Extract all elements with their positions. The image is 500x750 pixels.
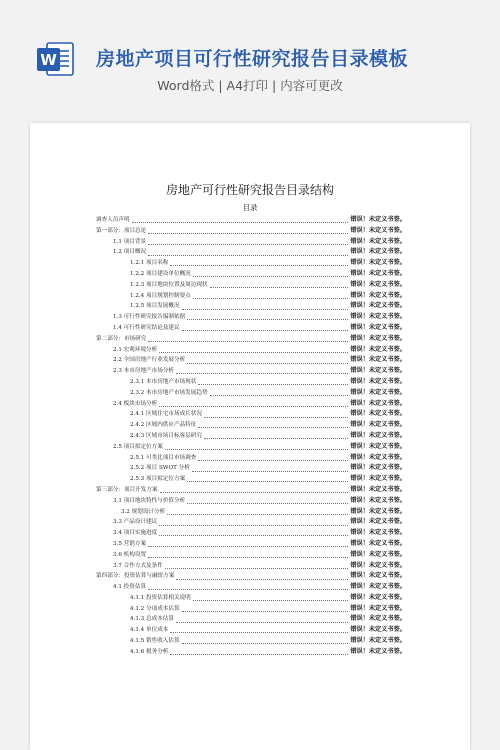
toc-entry[interactable]: [96, 539, 406, 550]
toc-entry-label: 3.3 产品设计建议: [113, 519, 158, 526]
toc-page-ref-error: 错误！未定义书签。: [350, 615, 406, 623]
toc-leader-dots: [170, 264, 348, 266]
toc-entry[interactable]: [96, 323, 406, 334]
toc-page-ref-error: 错误！未定义书签。: [350, 323, 406, 331]
toc-entry-label: 4.1.3 总成本估算: [130, 616, 174, 623]
toc-page-ref-error: 错误！未定义书签。: [350, 442, 406, 450]
toc-entry[interactable]: [96, 593, 406, 604]
toc-entry-label: 1.2.1 项目名称: [130, 260, 169, 267]
toc-entry-label: 1.2.2 项目建设单位概况: [130, 270, 191, 277]
toc-entry-label: 1.2.5 项目发展概况: [130, 303, 180, 310]
toc-page-ref-error: 错误！未定义书签。: [350, 237, 406, 245]
toc-page-ref-error: 错误！未定义书签。: [350, 561, 406, 569]
toc-entry[interactable]: [96, 442, 406, 453]
toc-page-ref-error: 错误！未定义书签。: [350, 529, 406, 537]
toc-leader-dots: [165, 448, 348, 450]
toc-page-ref-error: 错误！未定义书签。: [350, 367, 406, 375]
toc-leader-dots: [176, 578, 348, 580]
toc-leader-dots: [182, 308, 349, 310]
toc-entry[interactable]: [96, 604, 406, 615]
toc-entry[interactable]: [96, 258, 406, 269]
toc-page-ref-error: 错误！未定义书签。: [350, 647, 406, 655]
toc-leader-dots: [159, 524, 348, 526]
toc-leader-dots: [159, 534, 348, 536]
toc-leader-dots: [148, 340, 348, 342]
toc-leader-dots: [176, 372, 348, 374]
toc-page-ref-error: 错误！未定义书签。: [350, 334, 406, 342]
toc-entry-label: 3.5 营销方案: [113, 540, 147, 547]
toc-leader-dots: [148, 588, 348, 590]
toc-entry-label: 2.2 全国房地产行业发展分析: [113, 357, 186, 364]
toc-heading: 目录: [242, 203, 258, 212]
toc-page-ref-error: 错误！未定义书签。: [350, 226, 406, 234]
toc-entry-label: 4.1.2 分项成本估算: [130, 605, 180, 612]
toc-leader-dots: [187, 502, 348, 504]
toc-entry[interactable]: [96, 528, 406, 539]
toc-leader-dots: [198, 459, 348, 461]
toc-entry-label: 第一部分：项目总论: [96, 227, 147, 234]
toc-entry[interactable]: [96, 345, 406, 356]
toc-page-ref-error: 错误！未定义书签。: [350, 453, 406, 461]
toc-entry[interactable]: [96, 247, 406, 258]
toc-page-ref-error: 错误！未定义书签。: [350, 269, 406, 277]
toc-entry[interactable]: [96, 291, 406, 302]
toc-entry-label: 1.2.4 项目规划控制要点: [130, 292, 191, 299]
toc-page-ref-error: 错误！未定义书签。: [350, 216, 406, 223]
toc-leader-dots: [193, 599, 349, 601]
toc-page-ref-error: 错误！未定义书签。: [350, 345, 406, 353]
toc-entry[interactable]: [96, 582, 406, 593]
toc-page-ref-error: 错误！未定义书签。: [350, 464, 406, 472]
toc-leader-dots: [204, 437, 348, 439]
toc-entry-label: 3.4 项目实施进度: [113, 530, 158, 537]
toc-entry-label: 第三部分：项目开发方案: [96, 486, 158, 493]
toc-leader-dots: [159, 351, 348, 353]
toc-entry-label: 3.1 项目地块特性与价值分析: [113, 497, 186, 504]
toc-leader-dots: [198, 426, 348, 428]
toc-entry-label: 3.7 合作方式及条件: [113, 562, 163, 569]
toc-entry-label: 2.4.1 区域住宅市场成长状况: [130, 411, 202, 418]
toc-entry-label: 2.3 本市房地产市场分析: [113, 368, 175, 375]
toc-page-ref-error: 错误！未定义书签。: [350, 259, 406, 267]
toc-page-ref-error: 错误！未定义书签。: [350, 291, 406, 299]
toc-entry-label: 4.1.1 投资估算相关说明: [130, 594, 191, 601]
toc-page-ref-error: 错误！未定义书签。: [350, 248, 406, 256]
toc-entry[interactable]: [96, 269, 406, 280]
toc-page-ref-error: 错误！未定义书签。: [350, 377, 406, 385]
toc-entry[interactable]: [96, 431, 406, 442]
toc-entry[interactable]: [96, 550, 406, 561]
toc-page-ref-error: 错误！未定义书签。: [350, 626, 406, 634]
toc-entry-label: 4.1.5 销售收入估算: [130, 638, 180, 645]
toc-entry[interactable]: [96, 377, 406, 388]
toc-entry-label: 1.2 项目概况: [113, 249, 147, 256]
toc-entry[interactable]: [96, 507, 406, 518]
toc-entry[interactable]: [96, 453, 406, 464]
toc-entry[interactable]: [96, 463, 406, 474]
toc-leader-dots: [193, 297, 349, 299]
toc-leader-dots: [148, 232, 348, 234]
toc-page-ref-error: 错误！未定义书签。: [350, 518, 406, 526]
table-of-contents: [96, 215, 406, 735]
toc-entry-label: 2.3.1 本市房地产市场现状: [130, 378, 197, 385]
word-icon: [34, 38, 76, 80]
toc-entry-label: 1.4 可行性研究结论及建议: [113, 324, 180, 331]
toc-entry[interactable]: [96, 636, 406, 647]
toc-leader-dots: [187, 318, 348, 320]
toc-entry-label: 2.5 项目拟定位方案: [113, 443, 163, 450]
toc-leader-dots: [192, 470, 348, 472]
toc-entry[interactable]: [96, 517, 406, 528]
toc-entry-label: 2.1 宏观环境分析: [113, 346, 158, 353]
header-banner: [0, 0, 500, 115]
toc-entry[interactable]: [96, 571, 406, 582]
toc-leader-dots: [167, 513, 348, 515]
toc-entry-label: 调查人员声明: [96, 217, 130, 223]
toc-leader-dots: [204, 416, 348, 418]
toc-entry[interactable]: [96, 614, 406, 625]
toc-page-ref-error: 错误！未定义书签。: [350, 604, 406, 612]
toc-leader-dots: [210, 394, 349, 396]
toc-leader-dots: [170, 653, 348, 655]
toc-leader-dots: [148, 254, 348, 256]
toc-entry[interactable]: [96, 561, 406, 572]
toc-entry-label: 2.4.2 区域内供应产品特征: [130, 422, 197, 429]
toc-entry-label: 3.6 机构设置: [113, 551, 147, 558]
toc-entry-label: 第二部分：市场研究: [96, 335, 147, 342]
document-title: 房地产可行性研究报告目录结构: [165, 183, 334, 197]
toc-page-ref-error: 错误！未定义书签。: [350, 475, 406, 483]
toc-entry-label: 2.5.1 可类比项目市场调查: [130, 454, 197, 461]
toc-entry-label: 2.5.3 项目拟定位方案: [130, 476, 186, 483]
toc-entry[interactable]: [96, 334, 406, 345]
toc-leader-dots: [132, 221, 349, 223]
toc-leader-dots: [148, 243, 348, 245]
toc-entry-label: 2.3.2 本市房地产市场发展趋势: [130, 389, 208, 396]
toc-entry[interactable]: [96, 280, 406, 291]
toc-leader-dots: [170, 631, 348, 633]
toc-entry-label: 2.4.3 区域市场目标客层研究: [130, 432, 202, 439]
toc-leader-dots: [148, 556, 348, 558]
toc-entry[interactable]: [96, 215, 406, 226]
toc-entry[interactable]: [96, 301, 406, 312]
toc-entry[interactable]: [96, 388, 406, 399]
toc-leader-dots: [198, 383, 348, 385]
toc-entry-label: 1.1 项目背景: [113, 238, 147, 245]
toc-entry[interactable]: [96, 409, 406, 420]
page-subtitle: Word格式 | A4打印 | 内容可更改: [157, 78, 343, 93]
toc-leader-dots: [187, 362, 348, 364]
toc-entry-label: 4.1 投资估算: [113, 584, 147, 591]
toc-leader-dots: [176, 621, 348, 623]
toc-page-ref-error: 错误！未定义书签。: [350, 539, 406, 547]
toc-entry-label: 1.2.3 项目地块位置及周边现状: [130, 281, 208, 288]
toc-page-ref-error: 错误！未定义书签。: [350, 550, 406, 558]
word-logo-letter: W: [40, 51, 57, 69]
toc-page-ref-error: 错误！未定义书签。: [350, 356, 406, 364]
toc-entry[interactable]: [96, 474, 406, 485]
toc-page-ref-error: 错误！未定义书签。: [350, 583, 406, 591]
toc-entry[interactable]: [96, 366, 406, 377]
toc-leader-dots: [193, 275, 349, 277]
toc-page-ref-error: 错误！未定义书签。: [350, 637, 406, 645]
toc-entry-label: 2.4 板块市场分析: [113, 400, 158, 407]
toc-leader-dots: [165, 567, 348, 569]
toc-leader-dots: [148, 545, 348, 547]
toc-page-ref-error: 错误！未定义书签。: [350, 485, 406, 493]
toc-entry-label: 2.5.2 项目 SWOT 分析: [130, 465, 190, 472]
toc-page-ref-error: 错误！未定义书签。: [350, 431, 406, 439]
toc-leader-dots: [182, 610, 349, 612]
toc-page-ref-error: 错误！未定义书签。: [350, 572, 406, 580]
toc-leader-dots: [160, 491, 349, 493]
toc-entry[interactable]: [96, 496, 406, 507]
toc-page-ref-error: 错误！未定义书签。: [350, 313, 406, 321]
toc-entry[interactable]: [96, 355, 406, 366]
toc-page-ref-error: 错误！未定义书签。: [350, 302, 406, 310]
toc-entry[interactable]: [96, 420, 406, 431]
toc-page-ref-error: 错误！未定义书签。: [350, 496, 406, 504]
toc-page-ref-error: 错误！未定义书签。: [350, 399, 406, 407]
toc-page-ref-error: 错误！未定义书签。: [350, 593, 406, 601]
toc-entry-label: 第四部分：投资估算与融资方案: [96, 573, 175, 580]
toc-page-ref-error: 错误！未定义书签。: [350, 280, 406, 288]
toc-entry[interactable]: [96, 625, 406, 636]
toc-entry-label: 4.1.6 税务分析: [130, 648, 169, 655]
toc-leader-dots: [182, 329, 349, 331]
toc-entry[interactable]: [96, 399, 406, 410]
toc-entry[interactable]: [96, 647, 406, 658]
toc-leader-dots: [159, 405, 348, 407]
toc-entry-label: 4.1.4 单位成本: [130, 627, 169, 634]
toc-leader-dots: [210, 286, 349, 288]
toc-entry[interactable]: [96, 226, 406, 237]
toc-leader-dots: [182, 642, 349, 644]
toc-page-ref-error: 错误！未定义书签。: [350, 388, 406, 396]
toc-leader-dots: [187, 480, 348, 482]
document-page: [30, 123, 470, 750]
toc-entry[interactable]: [96, 312, 406, 323]
toc-entry-label: 1.3 可行性研究报告编制依据: [113, 314, 186, 321]
toc-entry[interactable]: [96, 485, 406, 496]
toc-page-ref-error: 错误！未定义书签。: [350, 421, 406, 429]
toc-page-ref-error: 错误！未定义书签。: [350, 410, 406, 418]
page-title: 房地产项目可行性研究报告目录模板: [96, 48, 409, 70]
toc-page-ref-error: 错误！未定义书签。: [350, 507, 406, 515]
toc-entry-label: 3.2 规划设计分析: [121, 508, 166, 515]
toc-entry[interactable]: [96, 237, 406, 248]
